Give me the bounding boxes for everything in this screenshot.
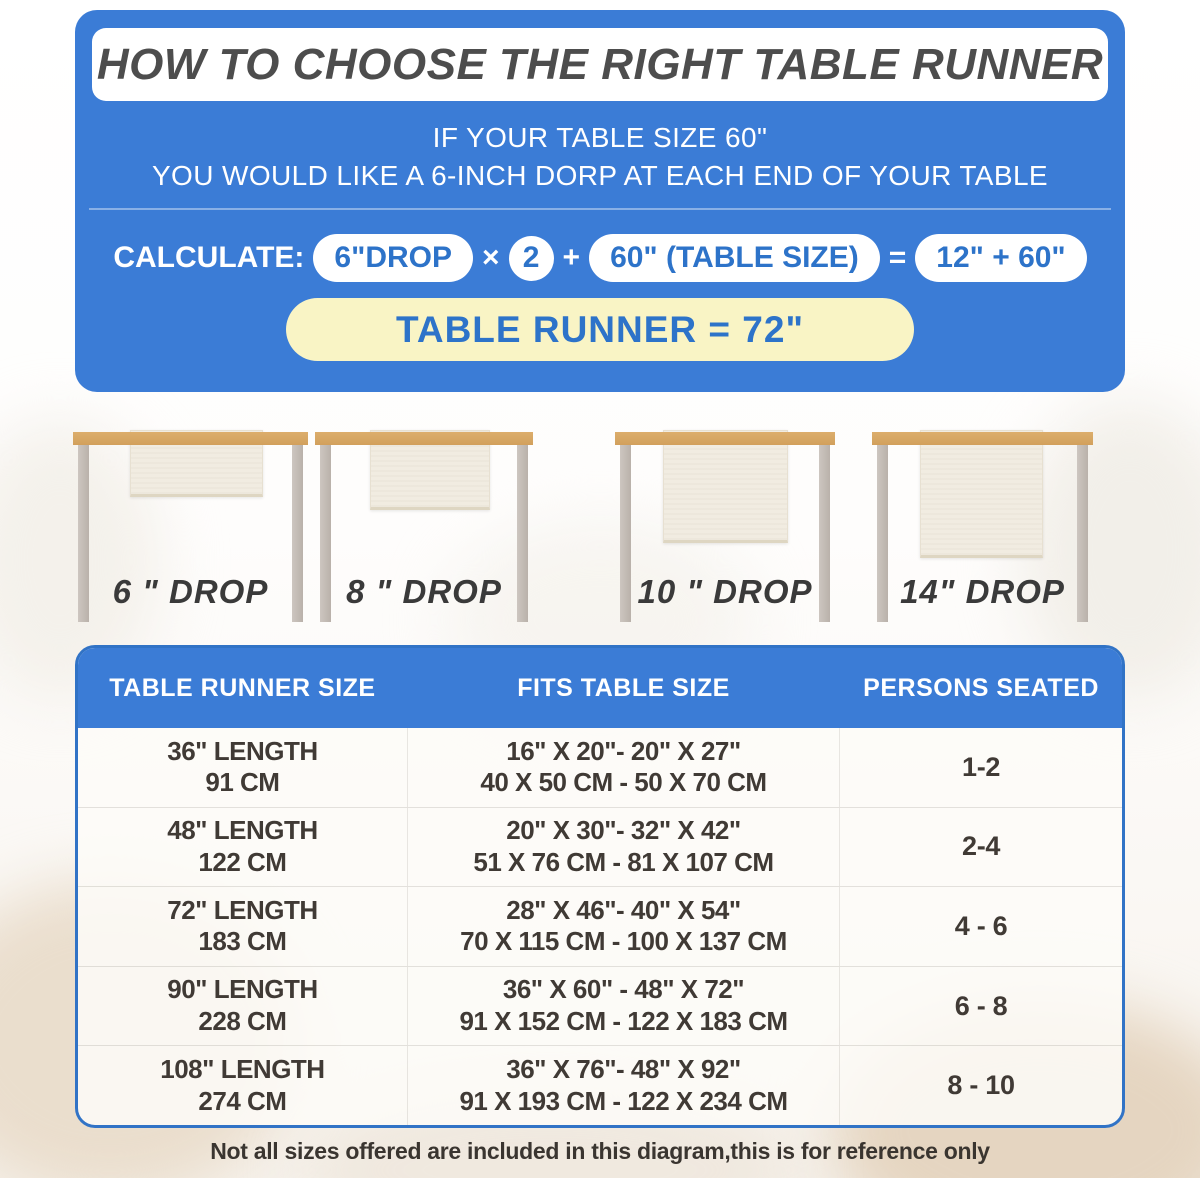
fits-inch-value: 16" X 20"- 20" X 27" <box>506 735 741 766</box>
fits-cm-value: 91 X 152 CM - 122 X 183 CM <box>459 1006 788 1037</box>
runner-cm-value: 183 CM <box>198 926 287 957</box>
subtitle-line-2: YOU WOULD LIKE A 6-INCH DORP AT EACH END OF YOUR TABLE <box>151 160 1049 191</box>
result-pill <box>286 298 914 361</box>
column-header-persons-seated: PERSONS SEATED <box>863 673 1099 702</box>
title-box <box>92 28 1108 101</box>
fits-inch-value: 36" X 60" - 48" X 72" <box>502 974 745 1005</box>
page-title: HOW TO CHOOSE THE RIGHT TABLE RUNNER <box>96 39 1104 89</box>
runner-cm-value: 274 CM <box>198 1085 287 1116</box>
fits-cm-value: 91 X 193 CM - 122 X 234 CM <box>459 1085 788 1116</box>
plus-sign: + <box>562 241 581 274</box>
tabletop <box>872 432 1093 445</box>
sum-pill: 12" + 60" <box>915 234 1086 282</box>
runner-cloth <box>920 430 1043 558</box>
persons-value: 2-4 <box>961 831 1001 862</box>
fits-cm-value: 40 X 50 CM - 50 X 70 CM <box>480 767 767 798</box>
table-diagram-10-drop <box>615 430 835 630</box>
table-size-pill: 60" (TABLE SIZE) <box>589 234 880 282</box>
fits-size-cell <box>407 967 840 1046</box>
fits-size-cell <box>407 1046 840 1125</box>
divider-line <box>89 208 1111 210</box>
runner-inch-value: 48" LENGTH <box>167 815 318 846</box>
calculation-row <box>75 229 1125 287</box>
fits-inch-value: 20" X 30"- 32" X 42" <box>506 815 741 846</box>
result-text: TABLE RUNNER = 72" <box>396 308 804 350</box>
calculate-label: CALCULATE: <box>113 241 305 274</box>
persons-cell <box>840 1046 1122 1125</box>
fits-inch-value: 28" X 46"- 40" X 54" <box>506 894 741 925</box>
subtitle-line-1: IF YOUR TABLE SIZE 60" <box>432 122 768 153</box>
runner-inch-value: 108" LENGTH <box>160 1053 325 1084</box>
persons-value: 8 - 10 <box>947 1070 1015 1101</box>
runner-size-cell <box>78 967 407 1046</box>
fits-cm-value: 70 X 115 CM - 100 X 137 CM <box>460 926 787 957</box>
persons-cell <box>840 967 1122 1046</box>
runner-cm-value: 91 CM <box>205 767 280 798</box>
fits-inch-value: 36" X 76"- 48" X 92" <box>506 1053 741 1084</box>
tabletop <box>73 432 308 445</box>
table-row <box>78 1045 1122 1125</box>
runner-inch-value: 90" LENGTH <box>167 974 318 1005</box>
fits-cm-value: 51 X 76 CM - 81 X 107 CM <box>473 846 774 877</box>
column-header-fits-table-size: FITS TABLE SIZE <box>517 673 730 702</box>
table-diagram-6-drop <box>73 430 308 630</box>
runner-size-cell <box>78 887 407 966</box>
runner-size-cell <box>78 1046 407 1125</box>
table-diagram-14-drop <box>872 430 1093 630</box>
table-row <box>78 728 1122 807</box>
drop-value-pill: 6"DROP <box>313 234 473 282</box>
multiply-sign: × <box>482 241 500 274</box>
multiplier-circle: 2 <box>509 236 554 281</box>
column-header-runner-size: TABLE RUNNER SIZE <box>109 673 376 702</box>
persons-value: 4 - 6 <box>954 910 1008 941</box>
fits-size-cell <box>407 728 840 807</box>
runner-size-cell <box>78 808 407 887</box>
tabletop <box>615 432 835 445</box>
size-table-body <box>78 728 1122 1125</box>
runner-cm-value: 228 CM <box>198 1006 287 1037</box>
persons-cell <box>840 808 1122 887</box>
persons-cell <box>840 887 1122 966</box>
drop-label: 8 " DROP <box>346 573 502 610</box>
equals-sign: = <box>888 241 907 274</box>
table-diagram-8-drop <box>315 430 533 630</box>
runner-inch-value: 72" LENGTH <box>167 894 318 925</box>
size-table-panel <box>75 645 1125 1128</box>
table-row <box>78 886 1122 966</box>
drop-label: 14" DROP <box>900 573 1065 610</box>
runner-inch-value: 36" LENGTH <box>167 735 318 766</box>
header-panel <box>75 10 1125 392</box>
runner-size-cell <box>78 728 407 807</box>
table-row <box>78 807 1122 887</box>
persons-value: 6 - 8 <box>954 990 1008 1021</box>
runner-cm-value: 122 CM <box>198 846 287 877</box>
persons-value: 1-2 <box>961 751 1001 782</box>
fits-size-cell <box>407 887 840 966</box>
runner-cloth <box>663 430 788 543</box>
table-row <box>78 966 1122 1046</box>
disclaimer-note: Not all sizes offered are included in this diagram,this is for reference only <box>210 1138 990 1164</box>
drop-label: 10 " DROP <box>637 573 813 610</box>
size-table-header <box>78 648 1122 728</box>
tabletop <box>315 432 533 445</box>
fits-size-cell <box>407 808 840 887</box>
persons-cell <box>840 728 1122 807</box>
drop-label: 6 " DROP <box>112 573 269 610</box>
